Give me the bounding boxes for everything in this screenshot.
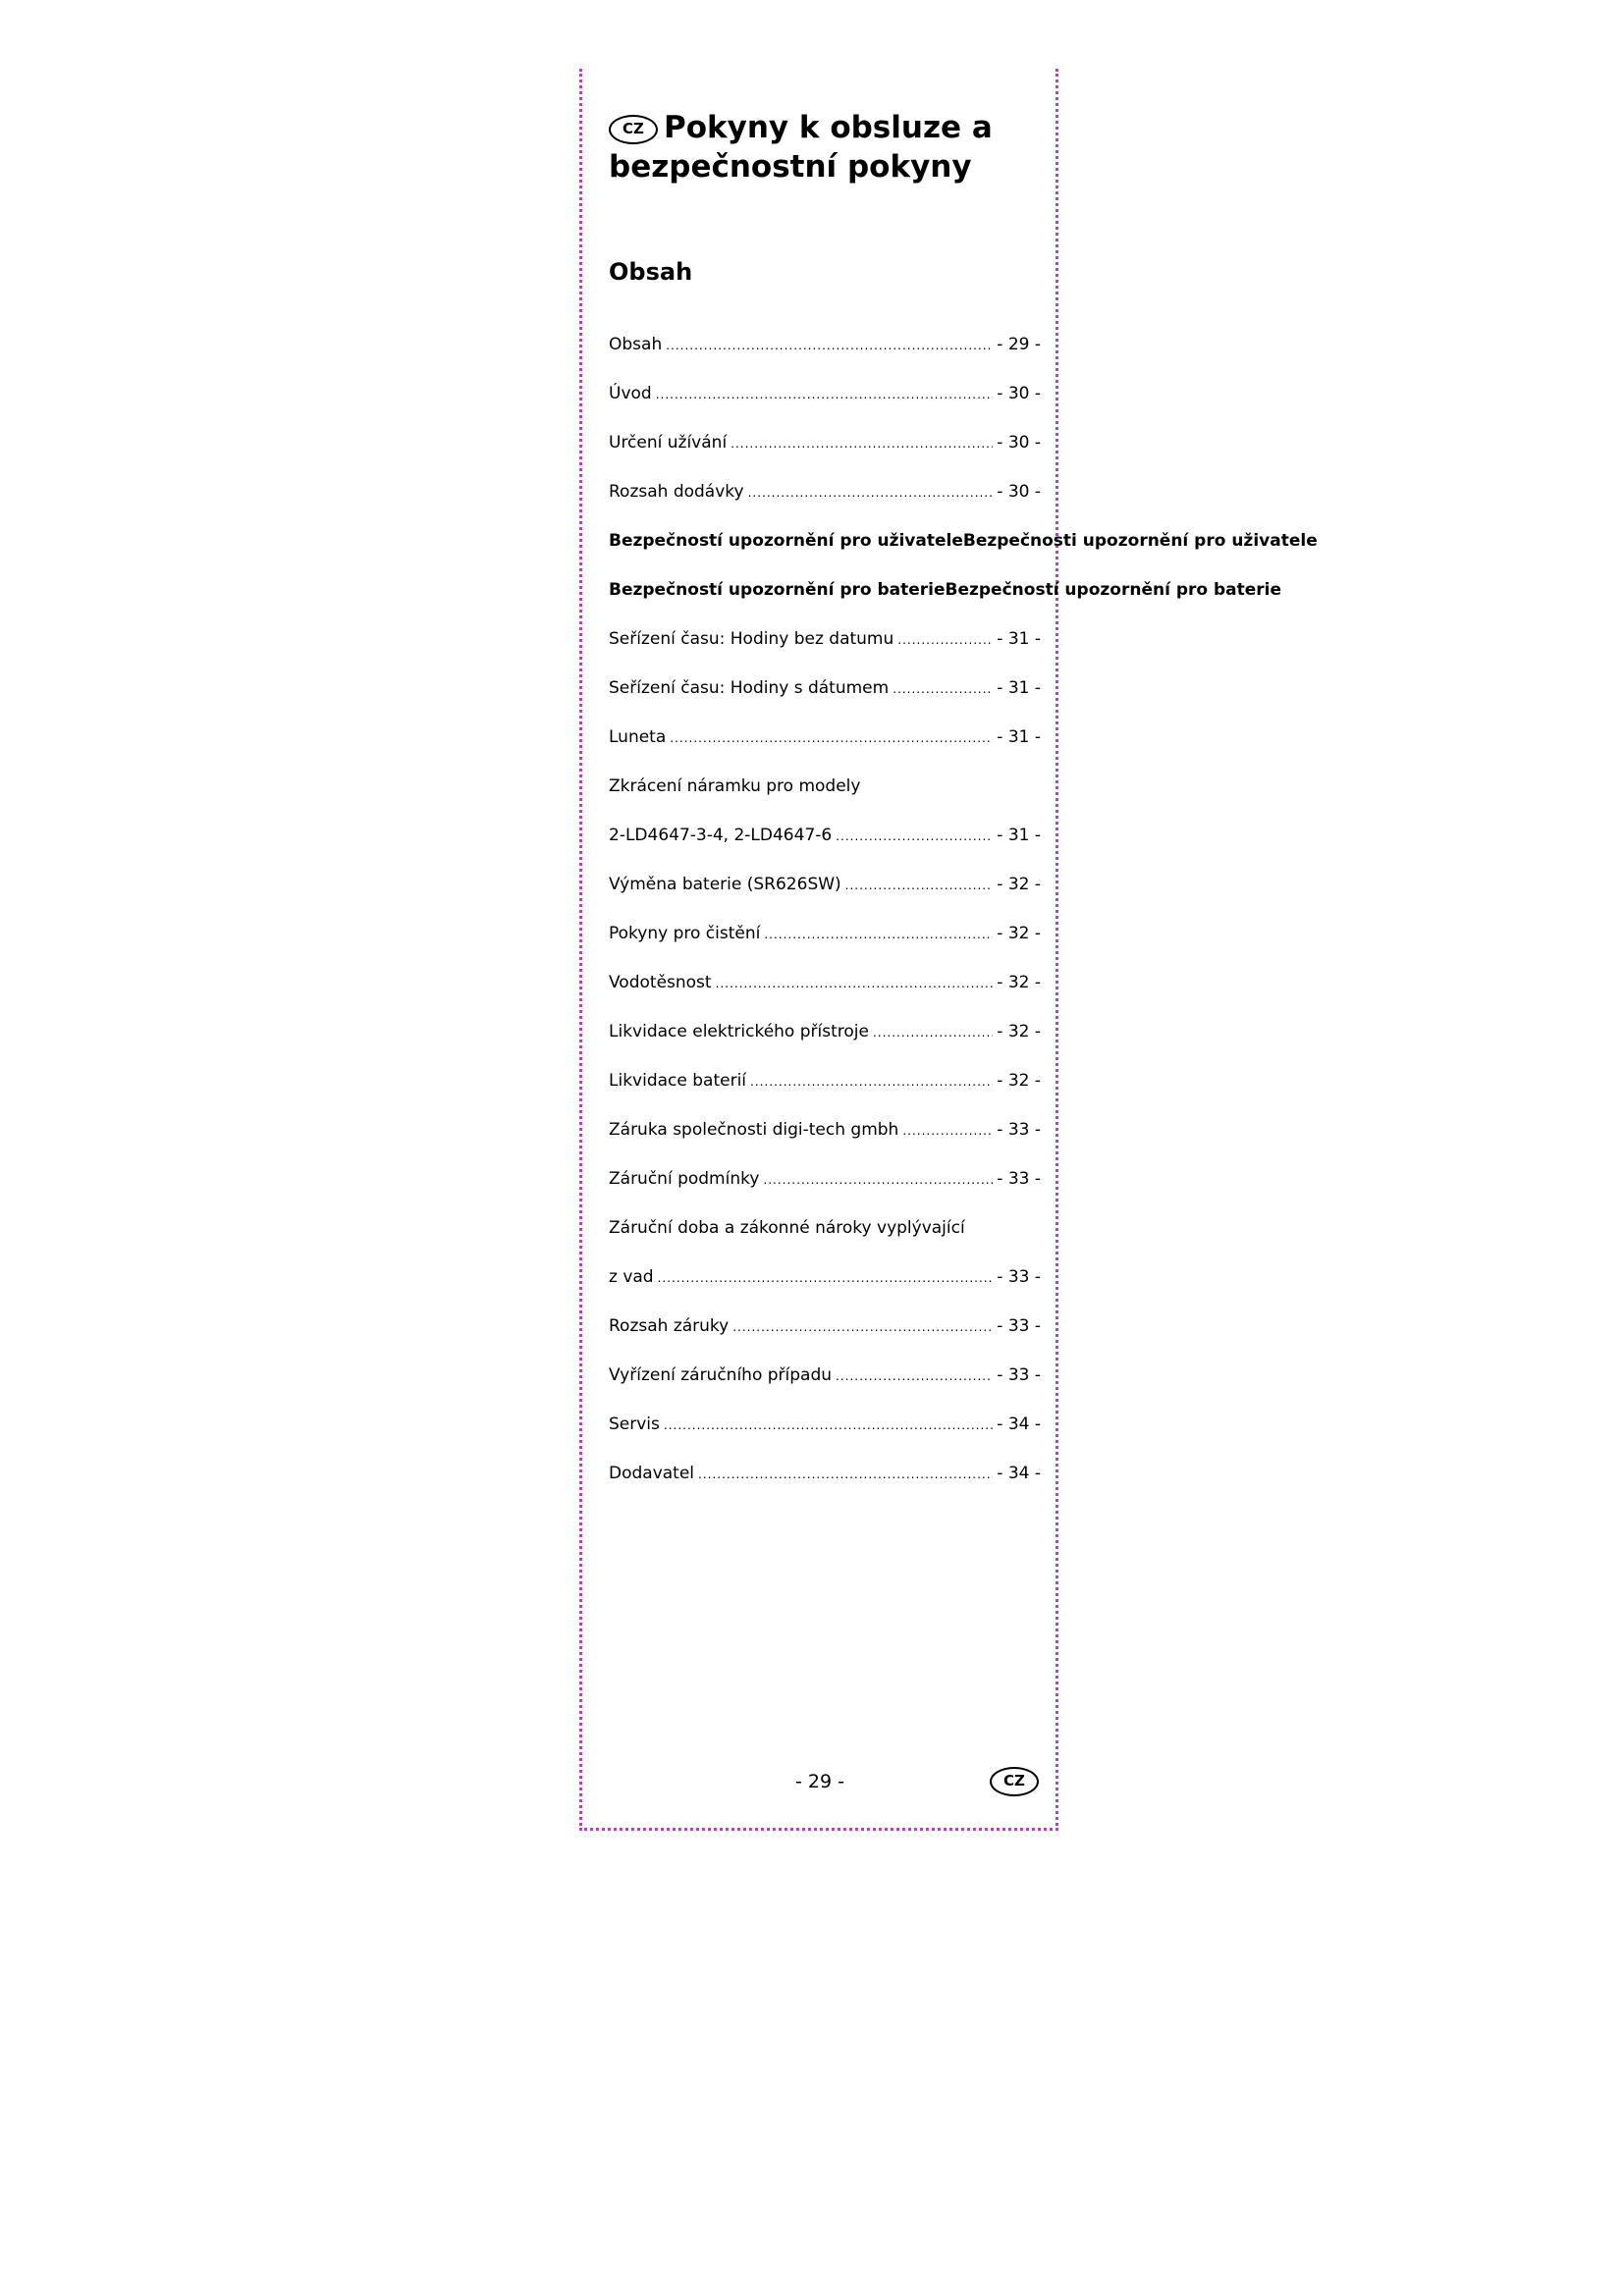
toc-entry-label: Seřízení času: Hodiny bez datumu: [609, 629, 894, 649]
toc-entry-label: Likvidace elektrického přístroje: [609, 1022, 869, 1041]
toc-entry-page: - 30 -: [997, 384, 1041, 403]
toc-leader-dots: [873, 1021, 993, 1043]
toc-entry[interactable]: [609, 383, 1041, 432]
toc-entry[interactable]: [609, 481, 1041, 530]
toc-leader-dots: [664, 1414, 993, 1436]
toc-entry-page: - 32 -: [997, 973, 1041, 992]
toc-entry-page: - 32 -: [997, 875, 1041, 894]
toc-entry[interactable]: [609, 628, 1041, 677]
toc-entry[interactable]: [609, 1021, 1041, 1070]
toc-leader-dots: [698, 1463, 993, 1485]
cz-language-badge: CZ: [990, 1767, 1039, 1796]
toc-entry[interactable]: [609, 432, 1041, 481]
toc-entry[interactable]: [609, 1070, 1041, 1119]
toc-leader-dots: [748, 481, 994, 504]
toc-leader-dots: [658, 1266, 994, 1289]
toc-entry-page: - 31 -: [997, 727, 1041, 747]
toc-entry-page: - 32 -: [997, 1071, 1041, 1091]
toc-entry[interactable]: [609, 972, 1041, 1021]
toc-entry-continued[interactable]: [609, 1217, 1041, 1266]
toc-entry-page: - 31 -: [997, 629, 1041, 649]
footer-cz-badge: [990, 1767, 1045, 1796]
toc-entry-page: - 34 -: [997, 1464, 1041, 1483]
toc-entry-label: Pokyny pro čistění: [609, 924, 761, 943]
toc-entry-page: - 31 -: [997, 826, 1041, 845]
toc-leader-dots: [731, 432, 993, 454]
toc-leader-dots: [897, 628, 993, 651]
toc-entry-label: Výměna baterie (SR626SW): [609, 875, 841, 894]
toc-leader-dots: [893, 677, 993, 700]
toc-entry-label: Seřízení času: Hodiny s dátumem: [609, 678, 890, 698]
table-of-contents: [609, 334, 1318, 1512]
toc-entry-label: Zkrácení náramku pro modely: [609, 776, 861, 796]
toc-entry-page: - 33 -: [997, 1169, 1041, 1189]
toc-entry[interactable]: [609, 1414, 1041, 1463]
toc-leader-dots: [716, 972, 994, 994]
page-title: [609, 108, 1021, 187]
toc-entry-label: Záruční podmínky: [609, 1169, 760, 1189]
toc-leader-dots: [656, 383, 994, 405]
toc-entry-label: z vad: [609, 1267, 654, 1287]
toc-entry[interactable]: [609, 874, 1041, 923]
toc-leader-dots: [836, 825, 993, 847]
title-line-2: bezpečnostní pokyny: [609, 149, 972, 185]
toc-entry-label: Luneta: [609, 727, 667, 747]
toc-entry-label: Dodavatel: [609, 1464, 695, 1483]
toc-entry-page: - 31 -: [997, 678, 1041, 698]
toc-entry-label: Vodotěsnost: [609, 973, 712, 992]
toc-entry[interactable]: [609, 334, 1041, 383]
toc-entry-label: Likvidace baterií: [609, 1071, 747, 1091]
toc-entry-label: Rozsah dodávky: [609, 482, 744, 502]
toc-entry-page: - 33 -: [997, 1365, 1041, 1385]
toc-entry-page: - 33 -: [997, 1267, 1041, 1287]
toc-leader-dots: [845, 874, 994, 896]
toc-entry-label: Vyřízení záručního případu: [609, 1365, 833, 1385]
toc-entry-label: Obsah: [609, 335, 663, 354]
toc-entry-label: Bezpečností upozornění pro uživateleBezpečnosti upozornění pro uživatele: [609, 531, 1318, 551]
toc-entry-label: Určení užívání: [609, 433, 728, 453]
toc-entry-page: - 32 -: [997, 924, 1041, 943]
toc-entry[interactable]: [609, 1168, 1041, 1217]
toc-leader-dots: [732, 1315, 993, 1338]
toc-entry-page: - 33 -: [997, 1120, 1041, 1140]
contents-heading: Obsah: [609, 258, 693, 286]
toc-entry[interactable]: [609, 1315, 1041, 1364]
footer-page-number: - 29 -: [795, 1771, 844, 1792]
toc-entry[interactable]: [609, 1463, 1041, 1512]
toc-entry[interactable]: [609, 726, 1041, 775]
toc-entry-page: - 30 -: [997, 482, 1041, 502]
toc-leader-dots: [836, 1364, 993, 1387]
toc-entry[interactable]: [609, 677, 1041, 726]
toc-entry-label: Bezpečností upozornění pro baterieBezpečností upozornění pro baterie: [609, 580, 1282, 600]
toc-entry[interactable]: [609, 825, 1041, 874]
toc-leader-dots: [750, 1070, 993, 1093]
toc-entry-label: Úvod: [609, 384, 652, 403]
toc-entry[interactable]: [609, 1266, 1041, 1315]
toc-entry-continued[interactable]: [609, 775, 1041, 825]
toc-entry-page: - 29 -: [997, 335, 1041, 354]
toc-entry-overflow[interactable]: [609, 579, 1282, 628]
toc-entry[interactable]: [609, 1364, 1041, 1414]
toc-leader-dots: [902, 1119, 993, 1142]
toc-entry-overflow[interactable]: [609, 530, 1318, 579]
toc-leader-dots: [670, 726, 993, 749]
toc-entry-page: - 30 -: [997, 433, 1041, 453]
toc-entry-label: Servis: [609, 1415, 660, 1434]
cz-language-badge: CZ: [609, 115, 658, 144]
toc-entry-page: - 34 -: [997, 1415, 1041, 1434]
toc-entry-label: Záruční doba a zákonné nároky vyplývající: [609, 1218, 965, 1238]
toc-leader-dots: [763, 1168, 993, 1191]
toc-entry-page: - 32 -: [997, 1022, 1041, 1041]
toc-entry[interactable]: [609, 1119, 1041, 1168]
title-line-1: Pokyny k obsluze a: [664, 110, 993, 145]
toc-entry-page: - 33 -: [997, 1316, 1041, 1336]
toc-leader-dots: [764, 923, 993, 945]
toc-leader-dots: [666, 334, 993, 356]
toc-entry[interactable]: [609, 923, 1041, 972]
toc-entry-label: Rozsah záruky: [609, 1316, 730, 1336]
toc-entry-label: 2-LD4647-3-4, 2-LD4647-6: [609, 826, 833, 845]
toc-entry-label: Záruka společnosti digi-tech gmbh: [609, 1120, 899, 1140]
